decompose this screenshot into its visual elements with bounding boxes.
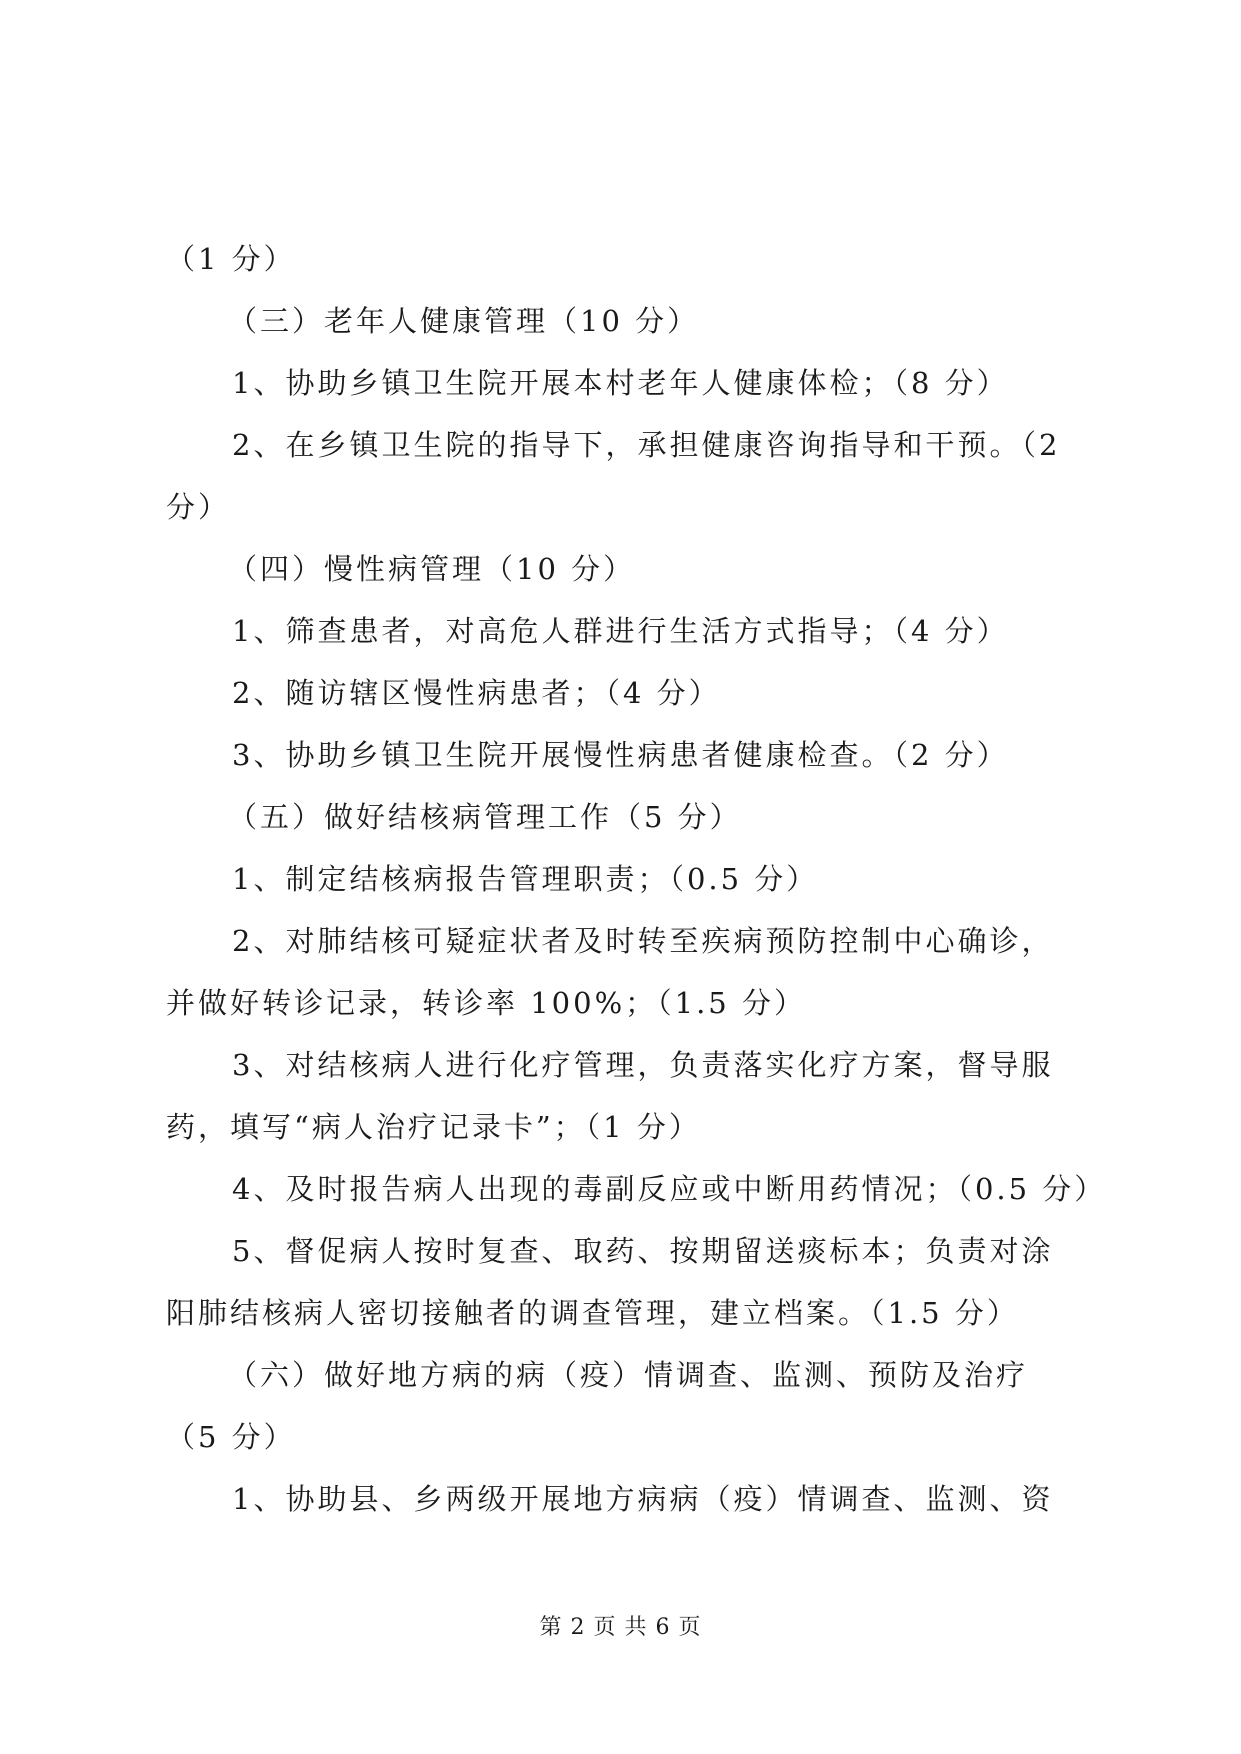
page-number-label: 第 2 页 共 6 页 bbox=[539, 1615, 702, 1640]
text-line: 1、协助县、乡两级开展地方病病（疫）情调查、监测、资 bbox=[232, 1482, 1054, 1516]
text-line: 3、协助乡镇卫生院开展慢性病患者健康检查。（2 分） bbox=[232, 738, 1009, 772]
text-line: 2、对肺结核可疑症状者及时转至疾病预防控制中心确诊， bbox=[232, 924, 1054, 958]
section-heading-5: （五）做好结核病管理工作（5 分） bbox=[228, 800, 742, 834]
text-line: 2、随访辖区慢性病患者；（4 分） bbox=[232, 676, 721, 710]
text-line: （1 分） bbox=[166, 242, 296, 276]
text-line: 阳肺结核病人密切接触者的调查管理，建立档案。（1.5 分） bbox=[166, 1296, 1019, 1330]
section-heading-4: （四）慢性病管理（10 分） bbox=[228, 552, 636, 586]
text-line: 1、协助乡镇卫生院开展本村老年人健康体检；（8 分） bbox=[232, 366, 1009, 400]
page-footer bbox=[0, 1610, 1241, 1641]
text-line: 4、及时报告病人出现的毒副反应或中断用药情况；（0.5 分） bbox=[232, 1172, 1107, 1206]
text-line: 3、对结核病人进行化疗管理，负责落实化疗方案，督导服 bbox=[232, 1048, 1054, 1082]
document-body bbox=[166, 228, 1107, 1530]
text-line: 2、在乡镇卫生院的指导下，承担健康咨询指导和干预。（2 bbox=[232, 428, 1061, 462]
text-line: 1、筛查患者，对高危人群进行生活方式指导；（4 分） bbox=[232, 614, 1009, 648]
text-line: 药，填写“病人治疗记录卡”；（1 分） bbox=[166, 1110, 701, 1144]
text-line: （5 分） bbox=[166, 1420, 296, 1454]
text-line: 分） bbox=[166, 490, 231, 524]
section-heading-6: （六）做好地方病的病（疫）情调查、监测、预防及治疗 bbox=[228, 1358, 1029, 1392]
text-line: 5、督促病人按时复查、取药、按期留送痰标本；负责对涂 bbox=[232, 1234, 1054, 1268]
section-heading-3: （三）老年人健康管理（10 分） bbox=[228, 304, 700, 338]
text-line: 1、制定结核病报告管理职责；（0.5 分） bbox=[232, 862, 819, 896]
text-line: 并做好转诊记录，转诊率 100%；（1.5 分） bbox=[166, 986, 806, 1020]
